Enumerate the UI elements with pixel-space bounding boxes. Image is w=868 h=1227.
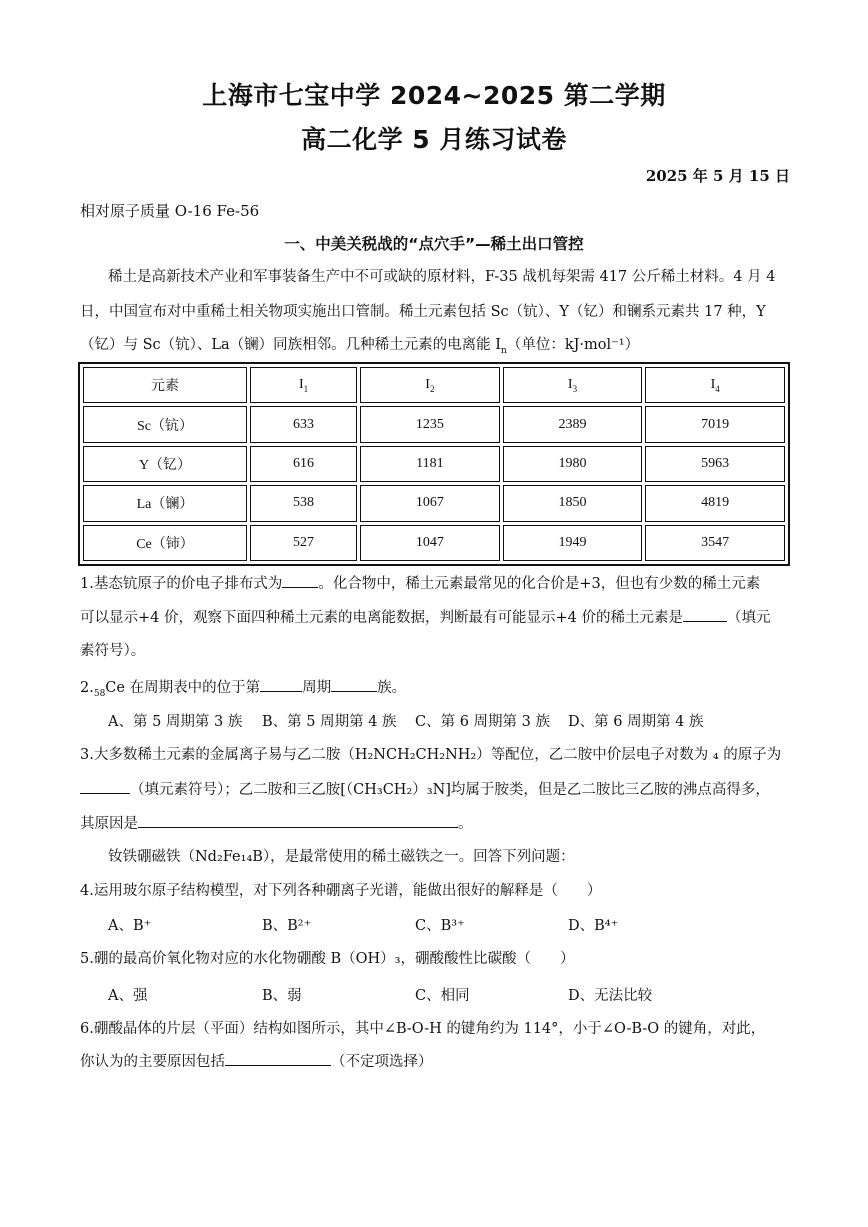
table-cell: 1949 bbox=[503, 525, 643, 561]
q2-line bbox=[80, 676, 790, 705]
q1-text-b: 。化合物中，稀土元素最常见的化合价是+3，但也有少数的稀土元素 bbox=[318, 576, 761, 592]
table-cell: 2389 bbox=[503, 406, 643, 442]
q4-option-b[interactable]: B、B²⁺ bbox=[262, 918, 312, 934]
header-i4-label: I bbox=[710, 376, 716, 392]
exam-title: 上海市七宝中学 2024~2025 第二学期 bbox=[202, 81, 666, 110]
header-cell-i2 bbox=[360, 367, 500, 403]
q2-text-a: Ce 在周期表中的位于第 bbox=[105, 680, 261, 696]
q1-text-c: 可以显示+4 价，观察下面四种稀土元素的电离能数据，判断最有可能显示+4 价的稀土元素是 bbox=[80, 610, 683, 626]
section-title: 一、中美关税战的“点穴手”—稀土出口管控 bbox=[284, 235, 584, 253]
q1-blank-config[interactable] bbox=[282, 572, 318, 588]
q4-option-a[interactable]: A、B⁺ bbox=[108, 918, 152, 934]
q4-option-c[interactable]: C、B³⁺ bbox=[415, 918, 465, 934]
table-row bbox=[83, 406, 785, 442]
exam-date: 2025 年 5 月 15 日 bbox=[645, 167, 790, 185]
table-cell: 616 bbox=[250, 446, 357, 482]
q2-number: 2. bbox=[80, 680, 94, 696]
ndfeb-intro: 钕铁硼磁铁（Nd₂Fe₁₄B），是最常使用的稀土磁铁之一。回答下列问题： bbox=[108, 849, 575, 865]
table-cell: La（镧） bbox=[83, 485, 247, 521]
q2-option-c[interactable]: C、第 6 周期第 3 族 bbox=[415, 714, 550, 730]
atomic-mass-note: 相对原子质量 O-16 Fe-56 bbox=[80, 202, 260, 220]
intro-line-3-unit: （单位：kJ·mol⁻¹） bbox=[506, 337, 640, 353]
intro-line-3-text: （钇）与 Sc（钪）、La（镧）同族相邻。几种稀土元素的电离能 I bbox=[80, 337, 502, 353]
table-cell: 1181 bbox=[360, 446, 500, 482]
q1-line-1 bbox=[80, 572, 790, 595]
q2-option-d[interactable]: D、第 6 周期第 4 族 bbox=[568, 714, 704, 730]
header-i2-label: I bbox=[425, 376, 430, 392]
table-header-row bbox=[83, 367, 785, 403]
table-cell: 1850 bbox=[503, 485, 643, 521]
q2-text-b: 周期 bbox=[302, 680, 332, 696]
table-cell: 3547 bbox=[645, 525, 785, 561]
header-i4-sub: 4 bbox=[715, 383, 720, 394]
table-cell: 538 bbox=[250, 485, 357, 521]
q4-option-d[interactable]: D、B⁴⁺ bbox=[568, 918, 619, 934]
q2-text-c: 族。 bbox=[377, 680, 407, 696]
table-row bbox=[83, 446, 785, 482]
q1-line-2 bbox=[80, 606, 790, 629]
table-cell: 7019 bbox=[645, 406, 785, 442]
header-i1-label: I bbox=[298, 376, 304, 392]
table-cell: 1047 bbox=[360, 525, 500, 561]
header-cell-i3 bbox=[503, 367, 643, 403]
q2-option-a[interactable]: A、第 5 周期第 3 族 bbox=[108, 714, 243, 730]
q5-option-c[interactable]: C、相同 bbox=[415, 988, 470, 1004]
ionization-energy-table bbox=[78, 362, 790, 566]
header-cell-i1 bbox=[250, 367, 357, 403]
q6-line-1: 6.硼酸晶体的片层（平面）结构如图所示，其中∠B-O-H 的键角约为 114°，小于∠O-B-O 的键角，对此， bbox=[80, 1021, 766, 1037]
q3-line-1: 3.大多数稀土元素的金属离子易与乙二胺（H₂NCH₂CH₂NH₂）等配位，乙二胺中价层电子对数为 ₄ 的原子为 bbox=[80, 747, 782, 763]
intro-line-2: 日，中国宣布对中重稀土相关物项实施出口管制。稀土元素包括 Sc（钪）、Y（钇）和镧系元素共 17 种，Y bbox=[80, 304, 766, 320]
q5-option-d[interactable]: D、无法比较 bbox=[568, 988, 653, 1004]
q5-text: 5.硼的最高价氧化物对应的水化物硼酸 B（OH）₃，硼酸酸性比碳酸（ ） bbox=[80, 951, 575, 967]
q2-option-b[interactable]: B、第 5 周期第 4 族 bbox=[262, 714, 397, 730]
q6-text-b: （不定项选择） bbox=[331, 1054, 433, 1070]
table-cell: 1235 bbox=[360, 406, 500, 442]
table-cell: Y（钇） bbox=[83, 446, 247, 482]
header-cell-i4 bbox=[645, 367, 785, 403]
table-cell: 527 bbox=[250, 525, 357, 561]
intro-line-1: 稀土是高新技术产业和军事装备生产中不可或缺的原材料，F-35 战机每架需 417 公斤稀土材料。4 月 4 bbox=[108, 269, 776, 285]
q3-text-c: 其原因是 bbox=[80, 816, 138, 832]
table-cell: 5963 bbox=[645, 446, 785, 482]
q1-blank-element[interactable] bbox=[683, 606, 727, 622]
header-i3-sub: 3 bbox=[572, 383, 578, 394]
q3-text-b: （填元素符号）；乙二胺和三乙胺[（CH₃CH₂）₃N]均属于胺类，但是乙二胺比三乙胺的沸点高得多， bbox=[130, 782, 770, 798]
header-i1-sub: 1 bbox=[303, 383, 309, 394]
q1-text-d: （填元 bbox=[726, 610, 771, 626]
q6-text-a: 你认为的主要原因包括 bbox=[80, 1054, 225, 1070]
q1-text-a: 1.基态钪原子的价电子排布式为 bbox=[80, 576, 283, 592]
table-cell: 1980 bbox=[503, 446, 643, 482]
header-i3-label: I bbox=[567, 376, 573, 392]
table-cell: Ce（铈） bbox=[83, 525, 247, 561]
q3-line-3 bbox=[80, 812, 790, 835]
table-row bbox=[83, 525, 785, 561]
intro-line-3 bbox=[80, 334, 790, 362]
q3-blank-reason[interactable] bbox=[138, 812, 458, 828]
table-cell: 633 bbox=[250, 406, 357, 442]
exam-subtitle: 高二化学 5 月练习试卷 bbox=[301, 125, 567, 154]
header-cell-element: 元素 bbox=[83, 367, 247, 403]
table-cell: 4819 bbox=[645, 485, 785, 521]
q6-line-2 bbox=[80, 1050, 790, 1073]
q2-blank-period[interactable] bbox=[260, 676, 302, 692]
table-row bbox=[83, 485, 785, 521]
q3-line-2 bbox=[80, 778, 790, 801]
q5-option-a[interactable]: A、强 bbox=[108, 988, 148, 1004]
q3-text-d: 。 bbox=[458, 816, 473, 832]
q4-text: 4.运用玻尔原子结构模型，对下列各种硼离子光谱，能做出很好的解释是（ ） bbox=[80, 883, 602, 899]
q3-blank-atom[interactable] bbox=[80, 778, 130, 794]
q1-line-3: 素符号）。 bbox=[80, 643, 146, 659]
header-i2-sub: 2 bbox=[429, 383, 435, 394]
intro-line-3-sub: n bbox=[501, 345, 507, 356]
q6-blank-reason[interactable] bbox=[225, 1050, 331, 1066]
table-cell: 1067 bbox=[360, 485, 500, 521]
q2-blank-group[interactable] bbox=[331, 676, 377, 692]
table-cell: Sc（钪） bbox=[83, 406, 247, 442]
q2-atomic-number: 58 bbox=[93, 688, 106, 699]
q5-option-b[interactable]: B、弱 bbox=[262, 988, 302, 1004]
